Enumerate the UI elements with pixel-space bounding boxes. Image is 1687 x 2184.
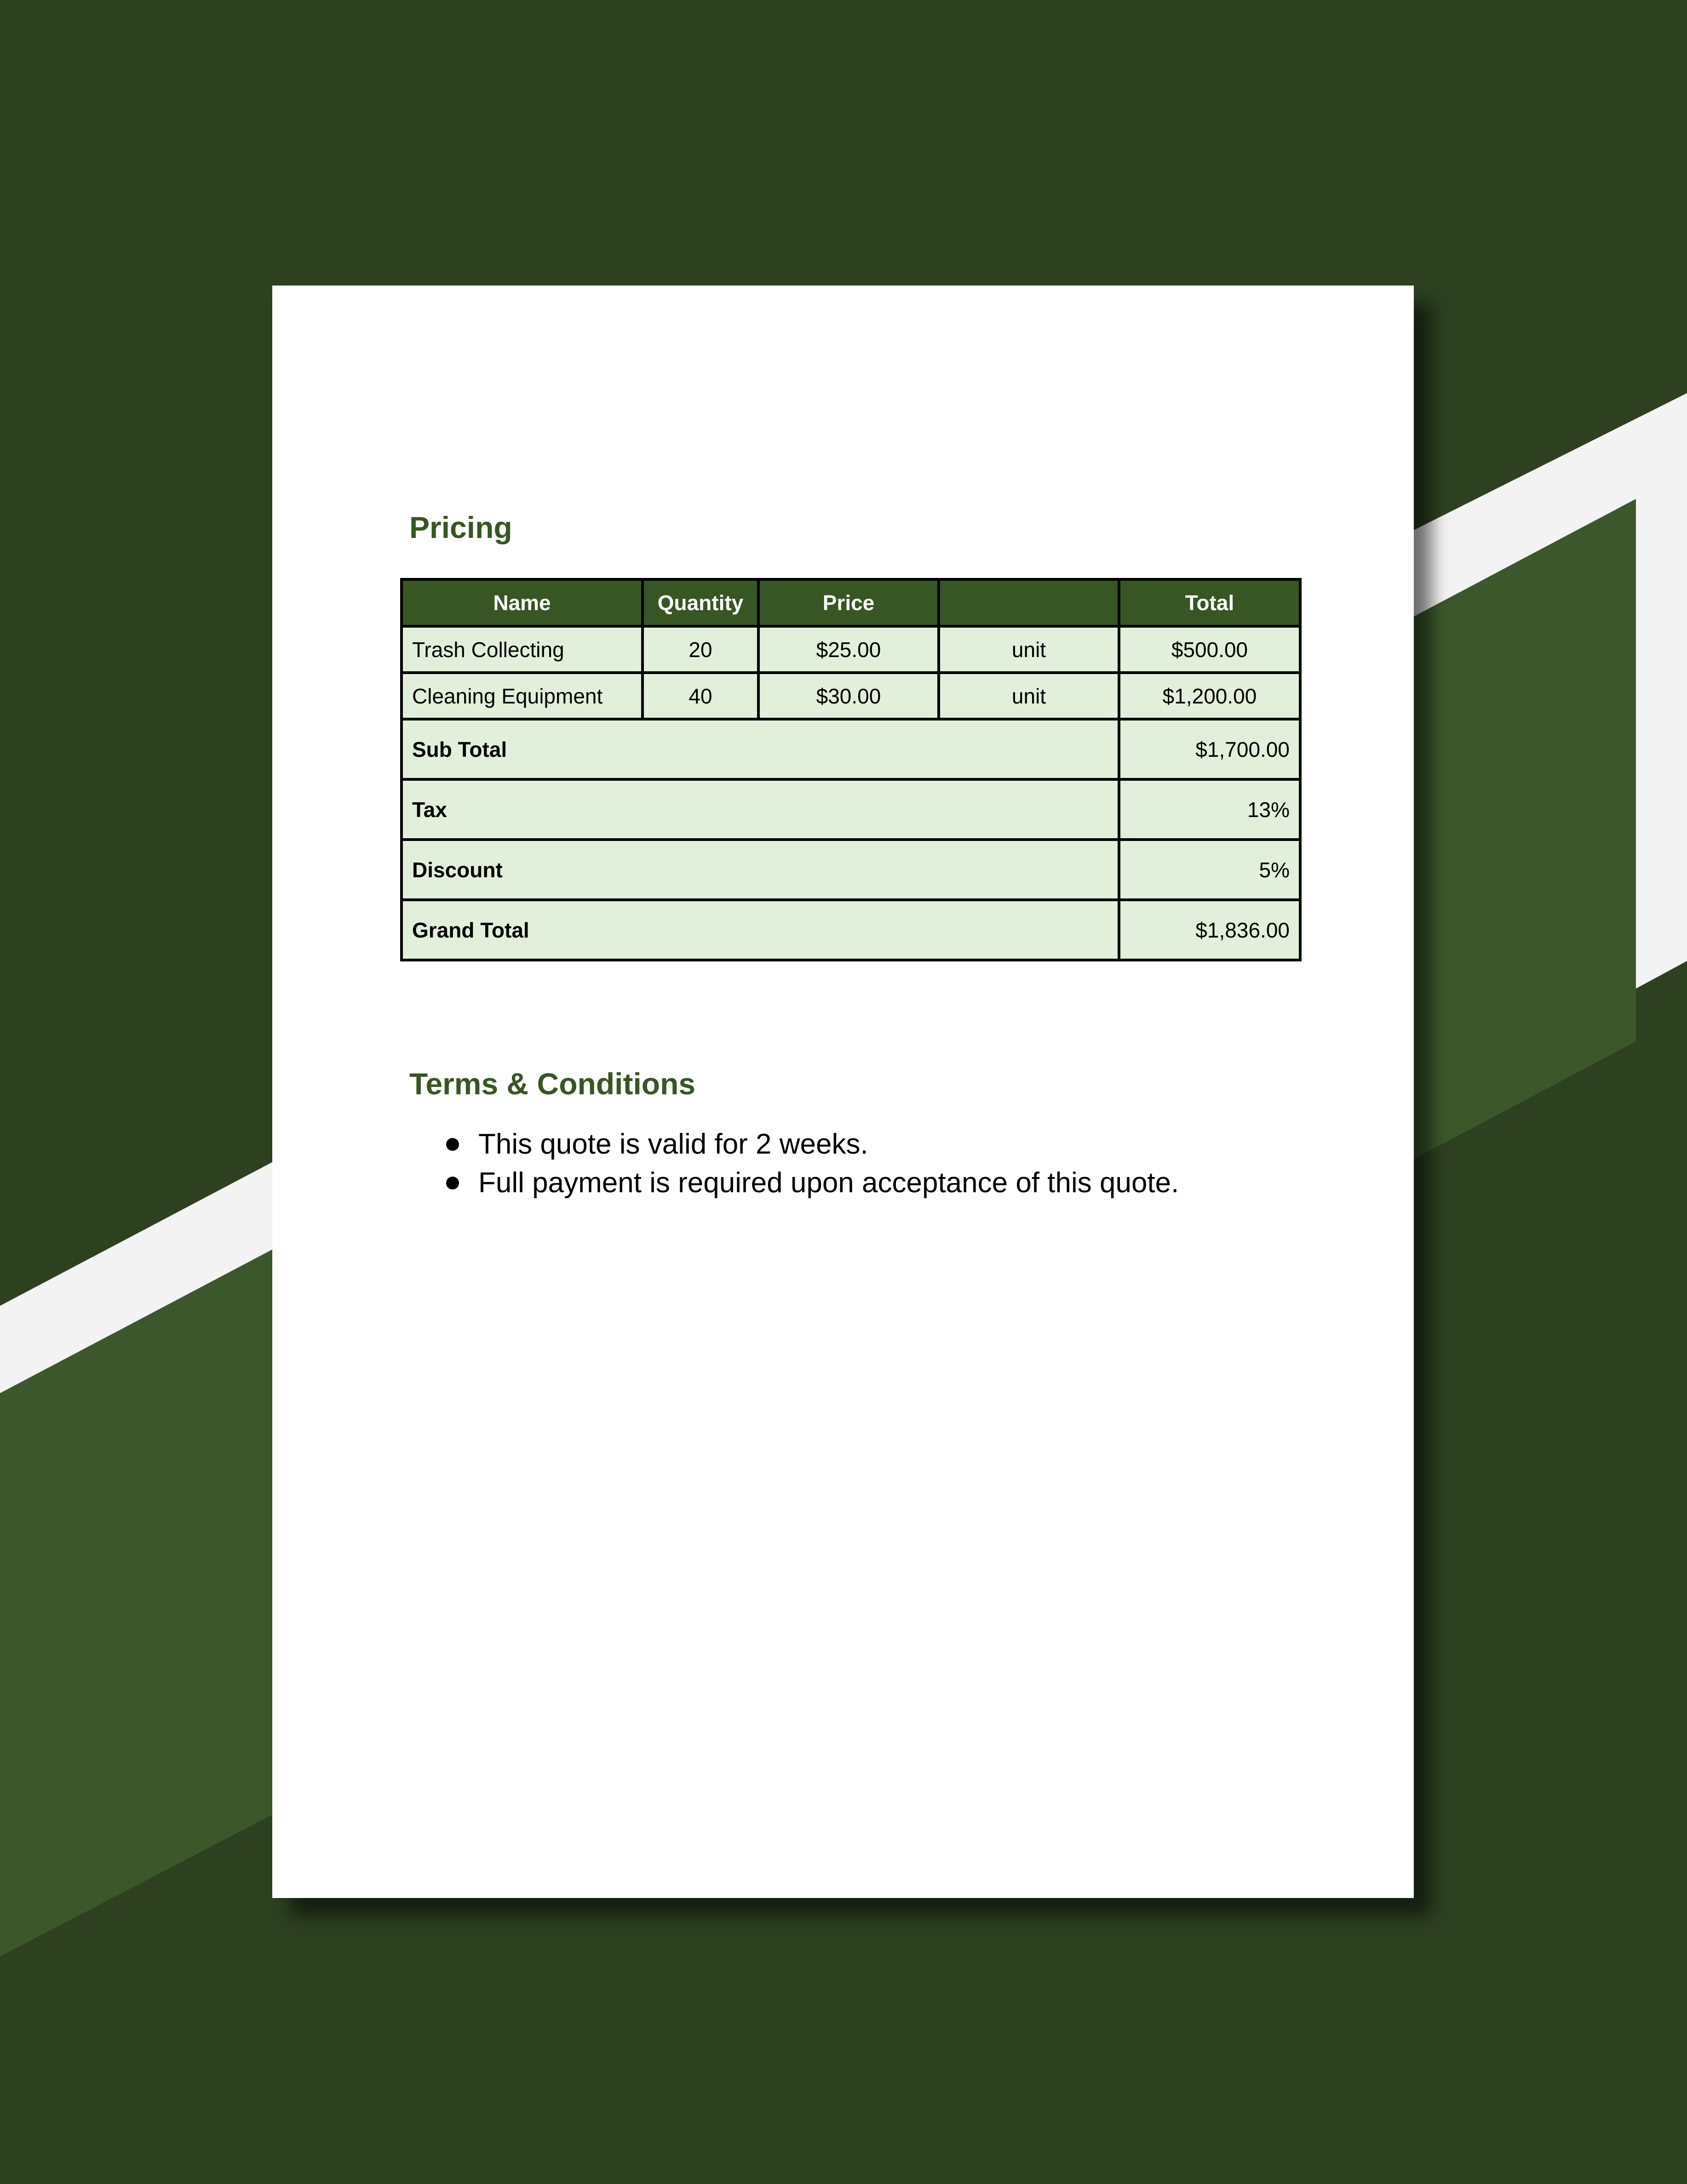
item-name: Cleaning Equipment: [402, 673, 643, 719]
terms-heading: Terms & Conditions: [409, 1067, 696, 1101]
grand-total-label: Grand Total: [402, 900, 1119, 960]
subtotal-label: Sub Total: [402, 719, 1119, 779]
item-total: $1,200.00: [1119, 673, 1300, 719]
discount-value: 5%: [1119, 840, 1300, 900]
item-unit: unit: [939, 626, 1119, 673]
header-name: Name: [402, 579, 643, 626]
subtotal-row: [402, 719, 1300, 779]
header-unit: [939, 579, 1119, 626]
table-row: [402, 673, 1300, 719]
pricing-header-row: [402, 579, 1300, 626]
pricing-heading: Pricing: [409, 510, 512, 544]
subtotal-value: $1,700.00: [1119, 719, 1300, 779]
grand-total-value: $1,836.00: [1119, 900, 1300, 960]
terms-item-text: Full payment is required upon acceptance of this quote.: [478, 1167, 1179, 1199]
header-quantity: Quantity: [643, 579, 758, 626]
item-total: $500.00: [1119, 626, 1300, 673]
item-name: Trash Collecting: [402, 626, 643, 673]
bullet-icon: [446, 1138, 459, 1151]
terms-item-text: This quote is valid for 2 weeks.: [478, 1128, 868, 1160]
item-quantity: 20: [643, 626, 758, 673]
tax-label: Tax: [402, 779, 1119, 840]
list-item: [409, 1164, 1179, 1202]
discount-label: Discount: [402, 840, 1119, 900]
item-unit: unit: [939, 673, 1119, 719]
bullet-icon: [446, 1177, 459, 1189]
item-price: $30.00: [758, 673, 939, 719]
table-row: [402, 626, 1300, 673]
discount-row: [402, 840, 1300, 900]
item-price: $25.00: [758, 626, 939, 673]
document-page: [272, 286, 1414, 1898]
list-item: [409, 1125, 1179, 1164]
grand-total-row: [402, 900, 1300, 960]
tax-row: [402, 779, 1300, 840]
header-total: Total: [1119, 579, 1300, 626]
terms-list: [409, 1125, 1179, 1202]
pricing-table: [400, 578, 1302, 961]
tax-value: 13%: [1119, 779, 1300, 840]
header-price: Price: [758, 579, 939, 626]
item-quantity: 40: [643, 673, 758, 719]
